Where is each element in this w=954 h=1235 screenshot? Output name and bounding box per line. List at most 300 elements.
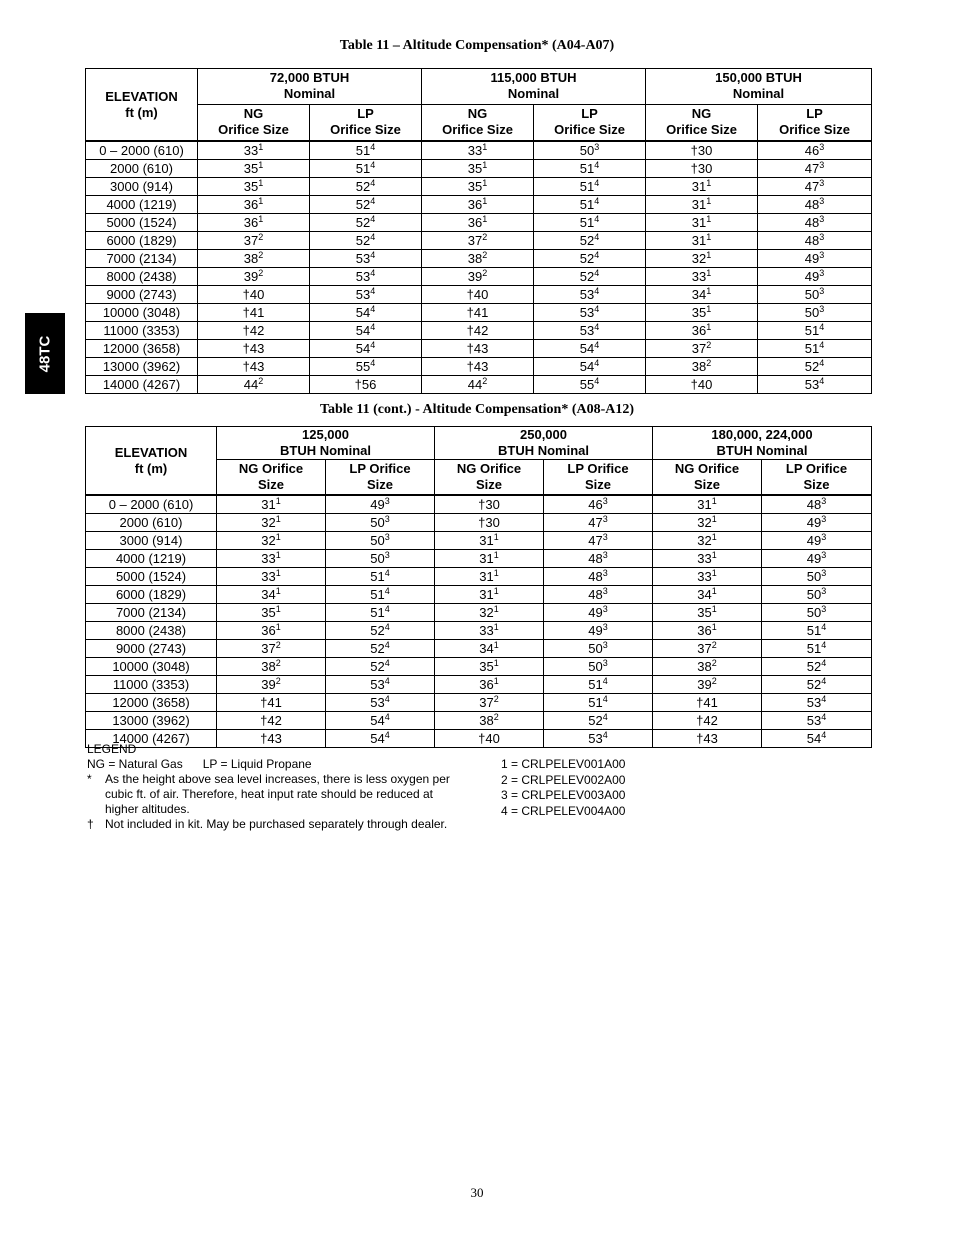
kit-footnote-ref: 3 (602, 514, 608, 524)
kit-footnote-ref: 4 (821, 694, 827, 704)
subheader-line1: NG Orifice (456, 461, 522, 476)
orifice-size-cell (544, 586, 653, 604)
orifice-size-cell (653, 514, 762, 532)
table-row (86, 568, 872, 586)
orifice-size-value: 38 (243, 251, 259, 266)
orifice-size-cell (217, 694, 326, 712)
kit-footnote-ref: 4 (370, 214, 376, 224)
orifice-size-cell (646, 214, 758, 232)
subheader-orifice-size (422, 104, 534, 141)
elevation-cell: 11000 (3353) (86, 322, 198, 340)
group-header-line2: Nominal (283, 86, 336, 102)
orifice-size-cell (310, 268, 422, 286)
orifice-size-value: †43 (242, 341, 265, 356)
kit-footnote-ref: 2 (493, 694, 499, 704)
orifice-size-value: 48 (804, 215, 820, 230)
kit-footnote-ref: 3 (821, 550, 827, 560)
table-row (86, 160, 872, 178)
orifice-size-value: 51 (804, 341, 820, 356)
kit-footnote-ref: 2 (711, 676, 717, 686)
kit-footnote-ref: 3 (819, 214, 825, 224)
altitude-table-a08-a12 (85, 426, 872, 748)
kit-footnote-ref: 1 (493, 532, 499, 542)
orifice-size-value: †42 (466, 323, 489, 338)
orifice-size-cell (544, 730, 653, 748)
orifice-size-cell (653, 550, 762, 568)
elevation-header-line1: ELEVATION (114, 444, 188, 460)
elevation-cell: 2000 (610) (86, 514, 217, 532)
orifice-size-value: 31 (691, 215, 707, 230)
orifice-size-value: 39 (261, 677, 276, 692)
group-header-line1: 250,000 (520, 427, 567, 442)
table-row (86, 141, 872, 160)
orifice-size-value: †43 (696, 731, 718, 746)
orifice-size-cell (422, 358, 534, 376)
orifice-size-cell (758, 214, 872, 232)
orifice-size-cell (758, 376, 872, 394)
orifice-size-cell (653, 640, 762, 658)
table-row (86, 376, 872, 394)
kit-footnote-ref: 4 (370, 196, 376, 206)
orifice-size-value: †30 (690, 161, 713, 176)
orifice-size-cell (653, 676, 762, 694)
orifice-size-value: 32 (697, 533, 712, 548)
orifice-size-value: 32 (691, 251, 707, 266)
kit-footnote-ref: 2 (258, 376, 264, 386)
kit-footnote-ref: 4 (819, 322, 825, 332)
orifice-size-value: 37 (691, 341, 707, 356)
orifice-size-value: †30 (478, 515, 500, 530)
orifice-size-value: 53 (355, 269, 371, 284)
kit-footnote-ref: 1 (493, 604, 499, 614)
orifice-size-cell (762, 730, 872, 748)
orifice-size-cell (646, 160, 758, 178)
orifice-size-cell (198, 340, 310, 358)
orifice-size-cell (534, 141, 646, 160)
orifice-size-value: †40 (466, 287, 489, 302)
kit-footnote-ref: 4 (602, 694, 608, 704)
orifice-size-cell (326, 676, 435, 694)
orifice-size-cell (653, 712, 762, 730)
side-tab (25, 313, 65, 394)
orifice-size-cell (310, 358, 422, 376)
kit-item: 4 = CRLPELEV004A00 (501, 803, 626, 818)
orifice-size-cell (217, 532, 326, 550)
orifice-size-value: 54 (579, 341, 595, 356)
elevation-cell: 5000 (1524) (86, 568, 217, 586)
kit-footnote-ref: 2 (482, 268, 488, 278)
orifice-size-cell (762, 712, 872, 730)
orifice-size-value: †41 (242, 305, 265, 320)
kit-footnote-ref: 4 (384, 658, 390, 668)
kit-footnote-ref: 3 (602, 658, 608, 668)
orifice-size-value: 52 (806, 659, 822, 674)
orifice-size-value: 46 (588, 497, 603, 512)
orifice-size-cell (534, 178, 646, 196)
subheader-line2: Size (693, 477, 720, 492)
orifice-size-value: 51 (370, 569, 385, 584)
orifice-size-cell (762, 568, 872, 586)
orifice-size-cell (217, 658, 326, 676)
kit-footnote-ref: 4 (384, 622, 390, 632)
elevation-cell: 2000 (610) (86, 160, 198, 178)
kit-footnote-ref: 4 (370, 178, 376, 188)
kit-footnote-ref: 2 (275, 676, 281, 686)
orifice-size-value: 50 (370, 533, 385, 548)
group-header-72000 (198, 69, 422, 105)
subheader-line1: NG Orifice (238, 461, 304, 476)
legend-note-dagger (87, 817, 465, 832)
orifice-size-cell (326, 694, 435, 712)
kit-footnote-ref: 2 (706, 340, 712, 350)
orifice-size-cell (534, 214, 646, 232)
orifice-size-cell (762, 550, 872, 568)
group-header-180000-224000 (653, 427, 872, 460)
orifice-size-value: 48 (588, 551, 603, 566)
orifice-size-value: 49 (588, 623, 603, 638)
table-row (86, 694, 872, 712)
orifice-size-cell (646, 232, 758, 250)
orifice-size-cell (435, 676, 544, 694)
orifice-size-cell (422, 196, 534, 214)
kit-footnote-ref: 3 (384, 514, 390, 524)
subheader-line2: Size (257, 477, 284, 492)
elevation-cell: 3000 (914) (86, 178, 198, 196)
orifice-size-value: 50 (588, 641, 603, 656)
table-row (86, 214, 872, 232)
kit-footnote-ref: 4 (821, 622, 827, 632)
orifice-size-cell (198, 196, 310, 214)
orifice-size-value: 31 (691, 233, 707, 248)
orifice-size-value: 51 (806, 641, 822, 656)
orifice-size-value: 47 (588, 515, 603, 530)
orifice-size-value: 52 (579, 233, 595, 248)
orifice-size-cell (198, 250, 310, 268)
kit-footnote-ref: 4 (384, 604, 390, 614)
kit-footnote-ref: 3 (819, 232, 825, 242)
table-row (86, 286, 872, 304)
group-header-115000 (422, 69, 646, 105)
orifice-size-value: 50 (588, 659, 603, 674)
orifice-size-cell (534, 160, 646, 178)
kit-footnote-ref: 3 (819, 142, 825, 152)
orifice-size-value: 31 (479, 569, 494, 584)
orifice-size-cell (544, 640, 653, 658)
table-row (86, 640, 872, 658)
orifice-size-value: 52 (804, 359, 820, 374)
elevation-cell: 0 – 2000 (610) (86, 141, 198, 160)
subheader-line1: LP (581, 106, 598, 122)
elevation-cell: 11000 (3353) (86, 676, 217, 694)
note-text: As the height above sea level increases, there is less oxygen per cubic ft. of air. Therefore, heat input rate should be reduced at higher altitudes. (105, 772, 450, 816)
orifice-size-cell (435, 640, 544, 658)
orifice-size-value: 50 (804, 305, 820, 320)
orifice-size-cell (326, 658, 435, 676)
orifice-size-cell (217, 712, 326, 730)
kit-footnote-ref: 1 (258, 196, 264, 206)
orifice-size-cell (758, 178, 872, 196)
orifice-size-value: 35 (261, 605, 276, 620)
orifice-size-value: 55 (579, 377, 595, 392)
orifice-size-cell (326, 532, 435, 550)
kit-footnote-ref: 1 (275, 568, 281, 578)
kit-footnote-ref: 3 (821, 604, 827, 614)
kit-footnote-ref: 4 (370, 232, 376, 242)
kit-footnote-ref: 3 (819, 250, 825, 260)
orifice-size-value: 55 (355, 359, 371, 374)
orifice-size-cell (310, 376, 422, 394)
legend-note-asterisk (87, 772, 465, 817)
kit-footnote-ref: 4 (384, 640, 390, 650)
orifice-size-value: 49 (806, 515, 822, 530)
orifice-size-cell (422, 232, 534, 250)
orifice-size-cell (198, 322, 310, 340)
kit-footnote-ref: 1 (711, 514, 717, 524)
orifice-size-value: 51 (370, 605, 385, 620)
kit-footnote-ref: 3 (819, 196, 825, 206)
subheader-line2: Size (366, 477, 393, 492)
orifice-size-value: 53 (579, 323, 595, 338)
orifice-size-value: 50 (806, 605, 822, 620)
kit-footnote-ref: 4 (384, 586, 390, 596)
kit-footnote-ref: 1 (711, 496, 717, 506)
orifice-size-value: 52 (370, 659, 385, 674)
orifice-size-value: 49 (370, 497, 385, 512)
orifice-size-cell (310, 232, 422, 250)
kit-footnote-ref: 3 (602, 586, 608, 596)
kit-footnote-ref: 4 (821, 640, 827, 650)
orifice-size-cell (326, 550, 435, 568)
elevation-cell: 8000 (2438) (86, 268, 198, 286)
kit-footnote-ref: 3 (602, 568, 608, 578)
orifice-size-value: 44 (467, 377, 483, 392)
orifice-size-value: 31 (479, 533, 494, 548)
kit-footnote-ref: 1 (482, 178, 488, 188)
orifice-size-cell (310, 286, 422, 304)
orifice-size-value: 33 (261, 569, 276, 584)
table-row (86, 178, 872, 196)
orifice-size-cell (326, 568, 435, 586)
orifice-size-value: 50 (806, 587, 822, 602)
note-text: Not included in kit. May be purchased separately through dealer. (105, 817, 448, 831)
orifice-size-value: 34 (261, 587, 276, 602)
orifice-size-cell (310, 141, 422, 160)
altitude-table-a04-a07 (85, 68, 872, 394)
legend-heading: LEGEND (87, 742, 137, 756)
note-mark: * (87, 772, 92, 786)
kit-footnote-ref: 2 (275, 640, 281, 650)
kit-footnote-ref: 1 (706, 286, 712, 296)
kit-footnote-ref: 4 (821, 676, 827, 686)
orifice-size-value: 33 (697, 569, 712, 584)
subheader-line2: Orifice Size (330, 122, 401, 138)
kit-footnote-ref: 1 (706, 322, 712, 332)
orifice-size-cell (762, 532, 872, 550)
kit-footnote-ref: 1 (258, 178, 264, 188)
orifice-size-cell (435, 658, 544, 676)
kit-footnote-ref: 2 (711, 640, 717, 650)
orifice-size-value: 38 (467, 251, 483, 266)
orifice-size-cell (646, 250, 758, 268)
kit-footnote-ref: 2 (706, 358, 712, 368)
orifice-size-value: 32 (479, 605, 494, 620)
orifice-size-value: 31 (479, 587, 494, 602)
elevation-cell: 14000 (4267) (86, 376, 198, 394)
page-number: 30 (470, 1185, 484, 1200)
orifice-size-cell (758, 196, 872, 214)
orifice-size-cell (217, 586, 326, 604)
kit-footnote-ref: 1 (493, 640, 499, 650)
orifice-size-value: 36 (467, 197, 483, 212)
orifice-size-value: 36 (261, 623, 276, 638)
orifice-size-cell (653, 658, 762, 676)
orifice-size-cell (534, 340, 646, 358)
orifice-size-value: 33 (691, 269, 707, 284)
elevation-cell: 14000 (4267) (86, 730, 217, 748)
orifice-size-value: 51 (579, 215, 595, 230)
table-row (86, 622, 872, 640)
orifice-size-value: †42 (696, 713, 718, 728)
kit-footnote-ref: 4 (370, 322, 376, 332)
kit-footnote-ref: 3 (602, 496, 608, 506)
orifice-size-cell (762, 676, 872, 694)
orifice-size-cell (422, 304, 534, 322)
orifice-size-cell (310, 250, 422, 268)
kit-footnote-ref: 1 (711, 568, 717, 578)
orifice-size-cell (762, 694, 872, 712)
table-row (86, 232, 872, 250)
subheader-line1: LP Orifice (567, 461, 629, 476)
kit-footnote-ref: 3 (819, 160, 825, 170)
orifice-size-cell (326, 712, 435, 730)
table-row (86, 495, 872, 514)
orifice-size-value: 49 (804, 269, 820, 284)
group-header-line1: 180,000, 224,000 (711, 427, 813, 442)
orifice-size-value: 53 (806, 695, 822, 710)
kit-footnote-ref: 1 (711, 586, 717, 596)
legend-ng: NG = Natural Gas (87, 757, 183, 771)
kit-footnote-ref: 4 (602, 730, 608, 740)
kit-footnote-ref: 4 (370, 286, 376, 296)
table-row (86, 604, 872, 622)
kit-footnote-ref: 4 (370, 268, 376, 278)
kit-footnote-ref: 1 (493, 586, 499, 596)
subheader-orifice-size (646, 104, 758, 141)
elevation-cell: 0 – 2000 (610) (86, 495, 217, 514)
orifice-size-cell (435, 550, 544, 568)
elevation-cell: 10000 (3048) (86, 658, 217, 676)
orifice-size-cell (544, 622, 653, 640)
kit-footnote-ref: 3 (821, 586, 827, 596)
elevation-cell: 12000 (3658) (86, 340, 198, 358)
orifice-size-cell (758, 286, 872, 304)
orifice-size-value: 36 (243, 197, 259, 212)
orifice-size-value: †43 (466, 359, 489, 374)
kit-footnote-ref: 1 (706, 214, 712, 224)
kit-footnote-ref: 1 (493, 568, 499, 578)
orifice-size-value: 54 (806, 731, 822, 746)
orifice-size-cell (544, 694, 653, 712)
kit-footnote-ref: 4 (819, 376, 825, 386)
orifice-size-value: 48 (804, 197, 820, 212)
group-header-line2: Nominal (507, 86, 560, 102)
kit-footnote-ref: 1 (275, 550, 281, 560)
orifice-size-value: †43 (260, 731, 282, 746)
orifice-size-cell (217, 550, 326, 568)
orifice-size-value: †43 (242, 359, 265, 374)
orifice-size-cell (422, 322, 534, 340)
orifice-size-cell (544, 658, 653, 676)
side-tab-label: 48TC (36, 335, 54, 372)
kit-footnote-ref: 1 (258, 214, 264, 224)
orifice-size-value: 53 (355, 251, 371, 266)
orifice-size-cell (310, 178, 422, 196)
kit-footnote-ref: 4 (370, 250, 376, 260)
kit-footnote-ref: 1 (275, 532, 281, 542)
kit-footnote-ref: 4 (384, 568, 390, 578)
orifice-size-value: 32 (261, 515, 276, 530)
legend-lp: LP = Liquid Propane (202, 757, 312, 771)
orifice-size-value: 52 (355, 197, 371, 212)
kit-footnote-ref: 2 (482, 232, 488, 242)
orifice-size-cell (762, 622, 872, 640)
kit-item: 3 = CRLPELEV003A00 (501, 788, 626, 802)
orifice-size-value: 53 (588, 731, 603, 746)
elevation-cell: 6000 (1829) (86, 586, 217, 604)
subheader-line1: NG (691, 106, 712, 122)
orifice-size-cell (198, 268, 310, 286)
subheader-line1: LP Orifice (785, 461, 848, 476)
subheader-line1: LP (357, 106, 374, 122)
orifice-size-value: 50 (370, 551, 385, 566)
kit-footnote-ref: 3 (819, 286, 825, 296)
subheader-orifice-size (534, 104, 646, 141)
orifice-size-value: 36 (691, 323, 707, 338)
kit-footnote-ref: 2 (493, 712, 499, 722)
orifice-size-cell (534, 268, 646, 286)
orifice-size-value: 54 (370, 731, 385, 746)
orifice-size-cell (534, 232, 646, 250)
orifice-size-value: 38 (479, 713, 494, 728)
group-header-line1: 150,000 BTUH (715, 70, 802, 86)
kit-footnote-ref: 4 (821, 658, 827, 668)
subheader-line2: Size (475, 477, 502, 492)
orifice-size-cell (653, 495, 762, 514)
orifice-size-cell (198, 232, 310, 250)
orifice-size-value: †42 (260, 713, 282, 728)
orifice-size-cell (544, 712, 653, 730)
elevation-header (86, 427, 217, 496)
orifice-size-cell (435, 622, 544, 640)
kit-footnote-ref: 1 (275, 604, 281, 614)
group-header-line1: 72,000 BTUH (269, 70, 350, 86)
elevation-cell: 9000 (2743) (86, 286, 198, 304)
table-row (86, 250, 872, 268)
orifice-size-cell (217, 514, 326, 532)
orifice-size-cell (646, 358, 758, 376)
kit-footnote-ref: 4 (594, 160, 600, 170)
orifice-size-cell (646, 178, 758, 196)
orifice-size-value: 33 (467, 143, 483, 158)
table-row (86, 712, 872, 730)
kit-footnote-ref: 3 (594, 142, 600, 152)
table-row (86, 358, 872, 376)
kit-footnote-ref: 2 (258, 268, 264, 278)
kit-item: 1 = CRLPELEV001A00 (501, 757, 626, 771)
orifice-size-value: 51 (588, 677, 603, 692)
orifice-size-value: †41 (696, 695, 718, 710)
orifice-size-cell (422, 141, 534, 160)
